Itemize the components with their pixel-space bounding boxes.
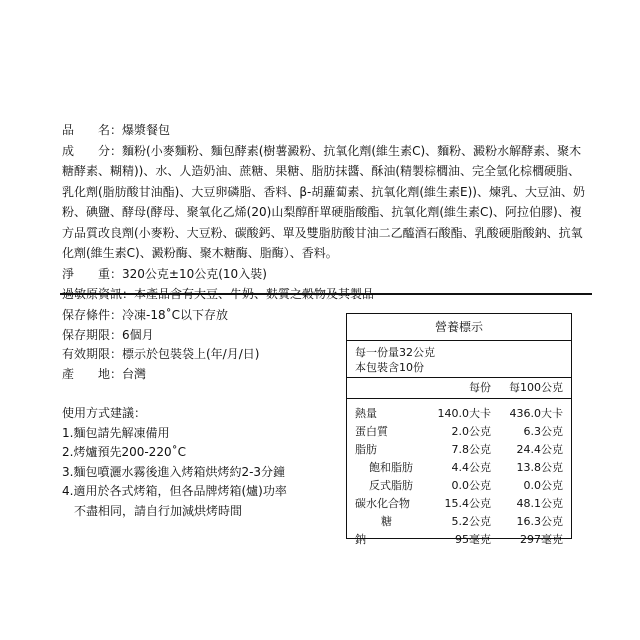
servings-per-pack: 本包裝含10份 (355, 361, 424, 374)
nutrient-name: 糖 (381, 515, 392, 528)
expiry-date: 有效期限：標示於包裝袋上(年/月/日) (62, 347, 260, 361)
nutrient-per-serving: 0.0公克 (451, 479, 491, 492)
storage-condition: 保存條件：冷凍-18˚C以下存放 (62, 308, 228, 322)
nutrient-per-serving: 4.4公克 (451, 461, 491, 474)
product-info (62, 120, 592, 305)
nutrient-per-serving: 140.0大卡 (437, 407, 491, 420)
nutrition-facts-table (346, 313, 572, 546)
nutrient-per-100g: 6.3公克 (523, 425, 563, 438)
usage-step: 3.麵包噴灑水霧後進入烤箱烘烤約2-3分鐘 (62, 464, 286, 479)
nutrient-per-100g: 16.3公克 (516, 515, 563, 528)
serving-size: 每一份量32公克 (355, 346, 435, 359)
nutrition-rows (347, 399, 571, 549)
nutrition-row (347, 495, 571, 513)
nutrient-per-100g: 436.0大卡 (509, 407, 563, 420)
nutrient-name: 碳水化合物 (355, 497, 410, 510)
storage-period: 保存期限：6個月 (62, 327, 154, 342)
nutrition-row (347, 531, 571, 549)
nutrient-per-serving: 2.0公克 (451, 425, 491, 438)
net-weight-value: 320公克±10公克(10入裝) (122, 266, 267, 281)
product-name-value: 爆漿餐包 (122, 123, 171, 137)
nutrient-name: 脂肪 (355, 443, 377, 456)
ingredients-row (62, 141, 592, 264)
storage-usage (62, 306, 332, 521)
nutrition-row (347, 459, 571, 477)
nutrient-name: 反式脂肪 (369, 479, 413, 492)
nutrition-row (347, 423, 571, 441)
nutrition-header (347, 377, 571, 399)
nutrient-per-100g: 24.4公克 (516, 443, 563, 456)
nutrition-title: 營養標示 (347, 314, 571, 341)
nutrition-row (347, 477, 571, 495)
nutrient-per-100g: 297毫克 (520, 533, 563, 546)
col-per-100g: 每100公克 (509, 381, 563, 394)
net-weight-row (62, 264, 592, 285)
nutrition-row (347, 441, 571, 459)
nutrient-per-serving: 5.2公克 (451, 515, 491, 528)
usage-step: 1.麵包請先解凍備用 (62, 425, 170, 440)
nutrient-name: 熱量 (355, 407, 377, 420)
col-per-serving: 每份 (469, 381, 491, 394)
nutrient-per-serving: 15.4公克 (444, 497, 491, 510)
ingredients-value: 麵粉(小麥麵粉、麵包酵素(樹薯澱粉、抗氧化劑(維生素C)、麵粉、澱粉水解酵素、聚木糖酵素、糊精))、水、人造奶油、蔗糖、果糖、脂肪抹醬、酥油(精製棕櫚油、完全氫化棕櫚硬脂、乳化劑(脂肪酸甘油酯)、大豆卵磷脂、香料、β-胡蘿蔔素、抗氧化劑(維生素E))、煉乳、大豆油、奶粉、碘鹽、酵母(酵母、聚氧化乙烯(20)山梨醇酐單硬脂酸酯、抗氧化劑(維生素C)、阿拉伯膠)、複方品質改良劑(小麥粉、大豆粉、碳酸鈣、單及雙脂肪酸甘油二乙醯酒石酸酯、乳酸硬脂酸鈉、抗氧化劑(維生素C)、澱粉酶、聚木糖酶、脂酶）、香料。 (62, 143, 585, 260)
net-weight-label: 淨 重： (62, 266, 123, 281)
ingredients-label: 成 分： (62, 143, 123, 158)
nutrition-row (347, 513, 571, 531)
nutrient-per-100g: 0.0公克 (523, 479, 563, 492)
nutrient-name: 飽和脂肪 (369, 461, 413, 474)
usage-step: 4.適用於各式烤箱，但各品牌烤箱(爐)功率 (62, 484, 287, 498)
nutrient-name: 蛋白質 (355, 425, 388, 438)
nutrition-row (347, 405, 571, 423)
nutrient-per-100g: 48.1公克 (516, 497, 563, 510)
nutrient-per-serving: 7.8公克 (451, 443, 491, 456)
usage-step: 2.烤爐預先200-220˚C (62, 445, 186, 459)
nutrient-per-100g: 13.8公克 (516, 461, 563, 474)
nutrient-per-serving: 95毫克 (455, 533, 491, 546)
nutrient-name: 鈉 (355, 533, 366, 546)
usage-title: 使用方式建議： (62, 406, 147, 420)
divider (60, 293, 592, 295)
usage-step: 不盡相同，請自行加減烘烤時間 (62, 503, 243, 518)
product-name-label: 品 名： (62, 123, 123, 137)
origin: 產 地：台灣 (62, 366, 147, 381)
product-name-row (62, 120, 592, 141)
